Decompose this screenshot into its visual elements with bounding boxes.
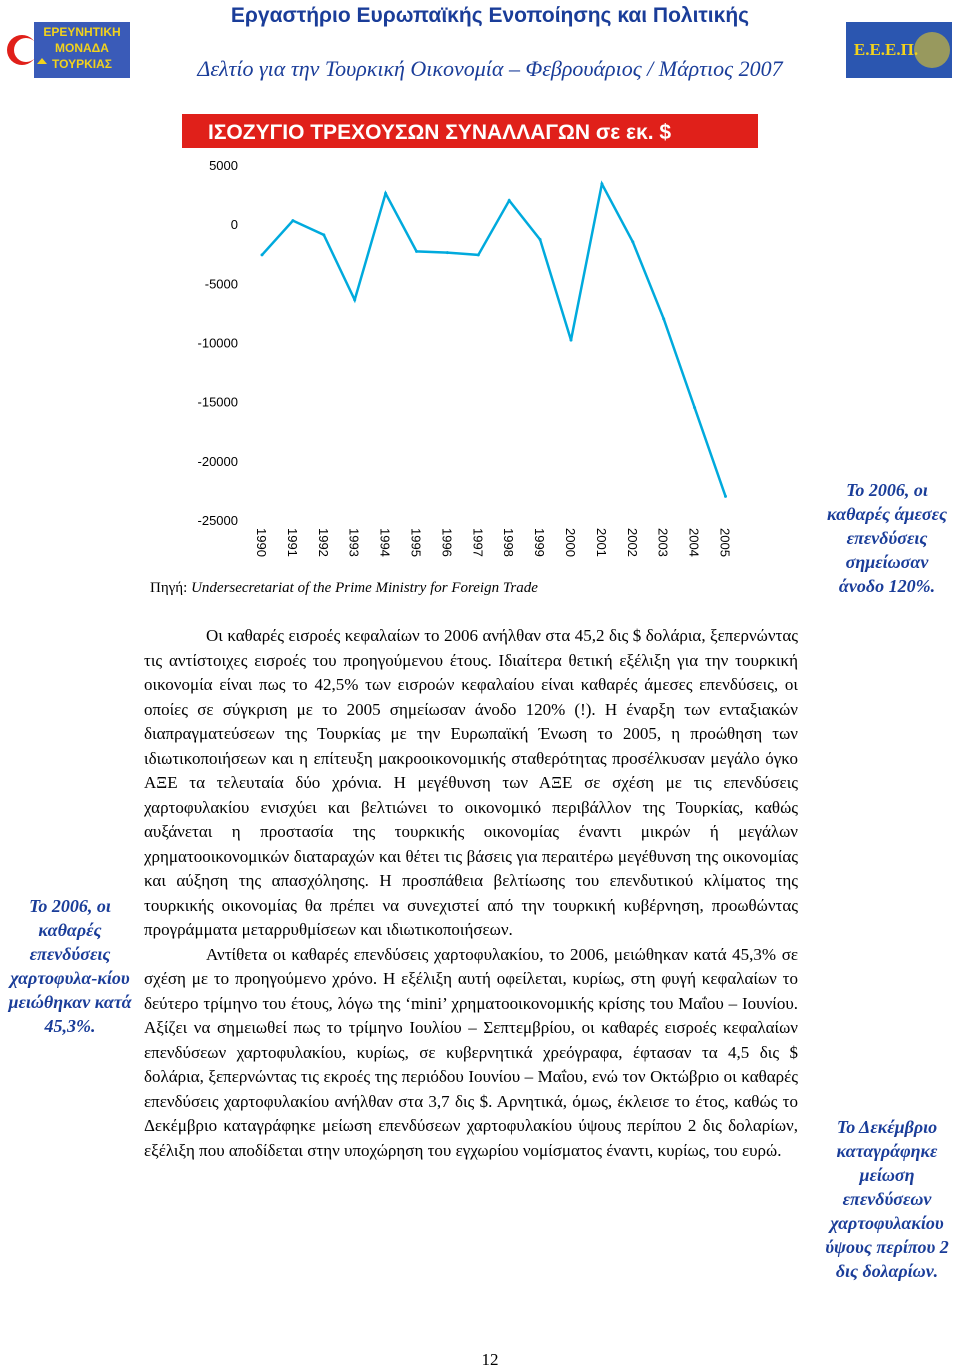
header-title: Εργαστήριο Ευρωπαϊκής Ενοποίησης και Πολιτικής — [230, 4, 750, 27]
chart-source — [150, 580, 538, 597]
x-tick-label: 1997 — [470, 528, 486, 557]
y-tick-label: -15000 — [197, 394, 238, 410]
y-tick-label: -25000 — [197, 513, 238, 528]
data-point-1996 — [446, 251, 449, 254]
x-tick-label: 1991 — [284, 528, 300, 557]
logo-right-text: Ε.Ε.Ε.Π. — [853, 40, 919, 59]
x-tick-label: 1996 — [439, 528, 455, 557]
chart-svg — [150, 108, 760, 576]
side-note-december: Το Δεκέμβριο καταγράφηκε μείωση επενδύσεων χαρτοφυλακίου ύψους περίπου 2 δις δολαρίων. — [825, 1117, 949, 1281]
x-tick-label: 1993 — [346, 528, 362, 557]
logo-left-line-2: ΜΟΝΑΔΑ — [55, 41, 109, 55]
side-note-fdi: Το 2006, οι καθαρές άμεσες επενδύσεις σημείωσαν άνοδο 120%. — [826, 480, 948, 596]
logo-left-line-3: ΤΟΥΡΚΙΑΣ — [52, 57, 112, 71]
x-tick-label: 2002 — [624, 528, 640, 557]
eeep-logo — [846, 22, 952, 78]
x-tick-label: 1990 — [254, 528, 269, 557]
x-tick-label: 2001 — [593, 528, 609, 557]
x-tick-label: 2004 — [686, 528, 702, 557]
logo-left-line-1: ΕΡΕΥΝΗΤΙΚΗ — [43, 25, 121, 39]
data-point-2003 — [662, 317, 665, 320]
data-point-1991 — [291, 219, 294, 222]
data-point-2000 — [570, 339, 573, 342]
x-tick-label: 1992 — [315, 528, 331, 557]
header-subtitle: Δελτίο για την Τουρκική Οικονομία – Φεβρουάριος / Μάρτιος 2007 — [197, 56, 783, 81]
data-point-1999 — [539, 238, 542, 241]
y-tick-label: -5000 — [204, 276, 238, 292]
data-point-1998 — [508, 199, 511, 202]
data-point-1994 — [384, 192, 387, 195]
chart-title: ΙΣΟΖΥΓΙΟ ΤΡΕΧΟΥΣΩΝ ΣΥΝΑΛΛΑΓΩΝ σε εκ. $ — [208, 121, 672, 144]
page-number: 12 — [481, 1350, 499, 1369]
data-point-2001 — [600, 182, 603, 185]
x-tick-label: 1999 — [532, 528, 548, 557]
y-tick-label: -20000 — [197, 453, 238, 469]
series-line — [262, 184, 726, 496]
source-prefix: Πηγή: — [150, 580, 192, 596]
data-point-1990 — [261, 253, 264, 256]
x-tick-label: 2000 — [563, 528, 578, 557]
paragraph-fdi: Οι καθαρές εισροές κεφαλαίων το 2006 ανήλθαν στα 45,2 δις $ δολάρια, ξεπερνώντας τις αντίστοιχες εισροές του προηγούμενου έτους. Ιδιαίτερα θετική εξέλιξη για την τουρκική οικονομία είναι πως το 42,5% των εισροών κεφαλαίου είναι καθαρές άμεσες επενδύσεις, οι οποίες σε σύγκριση με το 2005 σημείωσαν άνοδο 120% (!). Η έναρξη των ενταξιακών διαπραγματεύσεων της Τουρκίας με την Ευρωπαϊκή Ένωση το 2005, η προώθηση των ιδιωτικοποιήσεων και η επίτευξη μακροοικονομικής σταθερότητας προσέλκυσαν μεγάλο όγκο ΑΞΕ τα τελευταία δύο χρόνια. Η μεγέθυνση των ΑΞΕ σε σχέση με τις επενδύσεις χαρτοφυλακίου ενισχύει και βελτιώνει το οικονομικό περιβάλλον της Τουρκίας, καθώς αυξάνεται η προστασία της τουρκικής οικονομίας έναντι μικρών ή μεγάλων χρηματοοικονομικών διαταραχών και θέτει τις βάσεις για περαιτέρω μεγέθυνση της οικονομίας και αύξηση της απασχόλησης. Η προσπάθεια βελτίωσης του επενδυτικού κλίματος της τουρκικής οικονομίας θα πρέπει να συνεχιστεί από την τουρκική κυβέρνηση, προωθώντας προγράμματα μεταρρυθμίσεων και ιδιωτικοποιήσεων. — [144, 626, 798, 939]
research-unit-turkey-logo — [4, 22, 130, 78]
y-tick-label: 5000 — [209, 158, 238, 173]
data-point-2004 — [693, 406, 696, 409]
x-tick-label: 1995 — [408, 528, 424, 557]
y-tick-label: 0 — [230, 217, 238, 233]
data-point-1997 — [477, 253, 480, 256]
x-tick-label: 2003 — [655, 528, 671, 557]
article-body — [144, 624, 798, 1163]
data-point-2005 — [724, 495, 727, 498]
data-point-2002 — [631, 240, 634, 243]
data-point-1993 — [353, 298, 356, 301]
y-tick-label: -10000 — [197, 335, 238, 351]
data-point-1992 — [322, 233, 325, 236]
x-tick-label: 1998 — [501, 528, 517, 557]
x-tick-label: 1994 — [377, 528, 393, 557]
source-name: Undersecretariat of the Prime Ministry for Foreign Trade — [191, 580, 538, 596]
paragraph-portfolio: Αντίθετα οι καθαρές επενδύσεις χαρτοφυλακίου, το 2006, μειώθηκαν κατά 45,3% σε σχέση με το προηγούμενο χρόνο. Η εξέλιξη αυτή οφείλεται, κυρίως, στη φυγή κεφαλαίων το δεύτερο τρίμηνο του έτους, λόγω της ‘mini’ χρηματοοικονομικής κρίσης του Μαΐου – Ιουνίου. Αξίζει να σημειωθεί πως το τρίμηνο Ιουλίου – Σεπτεμβρίου, οι καθαρές εισροές κεφαλαίων επενδύσεων χαρτοφυλακίου, κυρίως, σε κυβερνητικά χρεόγραφα, έφτασαν τα 4,5 δις $ δολάρια, ξεπερνώντας τις εκροές της περιόδου Ιουνίου – Μαΐου, ενώ τον Οκτώβριο οι καθαρές επενδύσεις χαρτοφυλακίου ανήλθαν στα 3,7 δις $. Αρνητικά, όμως, έκλεισε το έτος, καθώς το Δεκέμβριο καταγράφηκε μείωση επενδύσεων χαρτοφυλακίου ύψους περίπου 2 δις δολαρίων, εξέλιξη που αποδίδεται στην υποχώρηση του εγχωρίου νομίσματος έναντι, κυρίως, του ευρώ. — [144, 944, 798, 1160]
data-point-1995 — [415, 250, 418, 253]
side-note-portfolio: Το 2006, οι καθαρές επενδύσεις χαρτοφυλα-κίου μειώθηκαν κατά 45,3%. — [8, 896, 132, 1036]
x-tick-label: 2005 — [717, 528, 733, 557]
current-account-chart — [150, 108, 760, 576]
